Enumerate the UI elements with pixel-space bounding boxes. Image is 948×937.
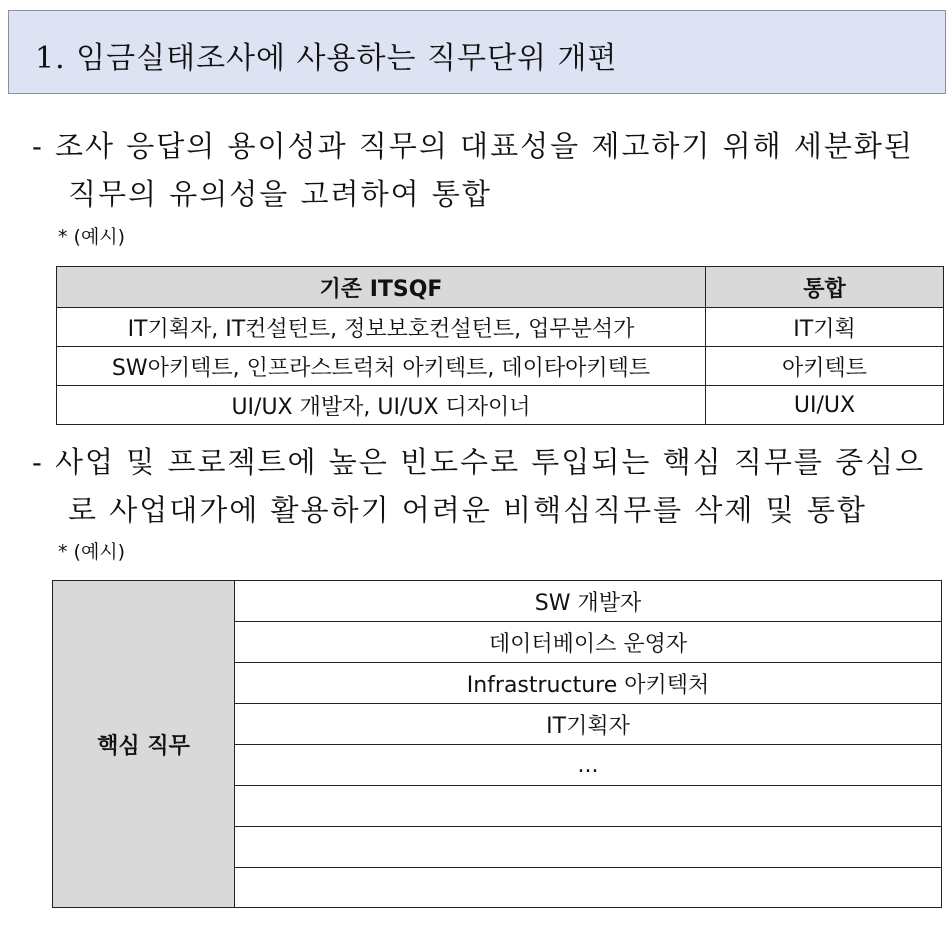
section-title: 1. 임금실태조사에 사용하는 직무단위 개편 <box>35 41 618 76</box>
section1-note: * (예시) <box>58 226 126 248</box>
table-cell: UI/UX <box>706 386 944 425</box>
integration-table <box>56 266 944 425</box>
section2-note: * (예시) <box>58 541 126 563</box>
table-cell: 아키텍트 <box>706 347 944 386</box>
section1-text-line1: - 조사 응답의 용이성과 직무의 대표성을 제고하기 위해 세분화된 <box>32 129 914 163</box>
table-row <box>57 347 944 386</box>
table-row <box>57 308 944 347</box>
core-jobs-list <box>235 581 941 907</box>
table-cell: IT기획 <box>706 308 944 347</box>
list-item: IT기획자 <box>235 704 941 745</box>
list-item: Infrastructure 아키텍처 <box>235 663 941 704</box>
list-item: SW 개발자 <box>235 581 941 622</box>
table-cell: UI/UX 개발자, UI/UX 디자이너 <box>57 386 706 425</box>
section2-text-line1: - 사업 및 프로젝트에 높은 빈도수로 투입되는 핵심 직무를 중심으 <box>32 445 926 479</box>
header-existing-itsqf: 기존 ITSQF <box>57 267 706 308</box>
core-jobs-label: 핵심 직무 <box>53 581 235 907</box>
list-item: ... <box>235 745 941 786</box>
table-cell: SW아키텍트, 인프라스트럭처 아키텍트, 데이타아키텍트 <box>57 347 706 386</box>
core-jobs-table <box>52 580 942 908</box>
table-row <box>57 386 944 425</box>
list-item: 데이터베이스 운영자 <box>235 622 941 663</box>
list-item <box>235 868 941 909</box>
section-header <box>8 10 946 94</box>
section1-text-line2: 직무의 유의성을 고려하여 통합 <box>68 177 492 211</box>
table-header-row <box>57 267 944 308</box>
list-item <box>235 827 941 868</box>
table-cell: IT기획자, IT컨설턴트, 정보보호컨설턴트, 업무분석가 <box>57 308 706 347</box>
list-item <box>235 786 941 827</box>
section2-text-line2: 로 사업대가에 활용하기 어려운 비핵심직무를 삭제 및 통합 <box>68 493 867 527</box>
header-integration: 통합 <box>706 267 944 308</box>
